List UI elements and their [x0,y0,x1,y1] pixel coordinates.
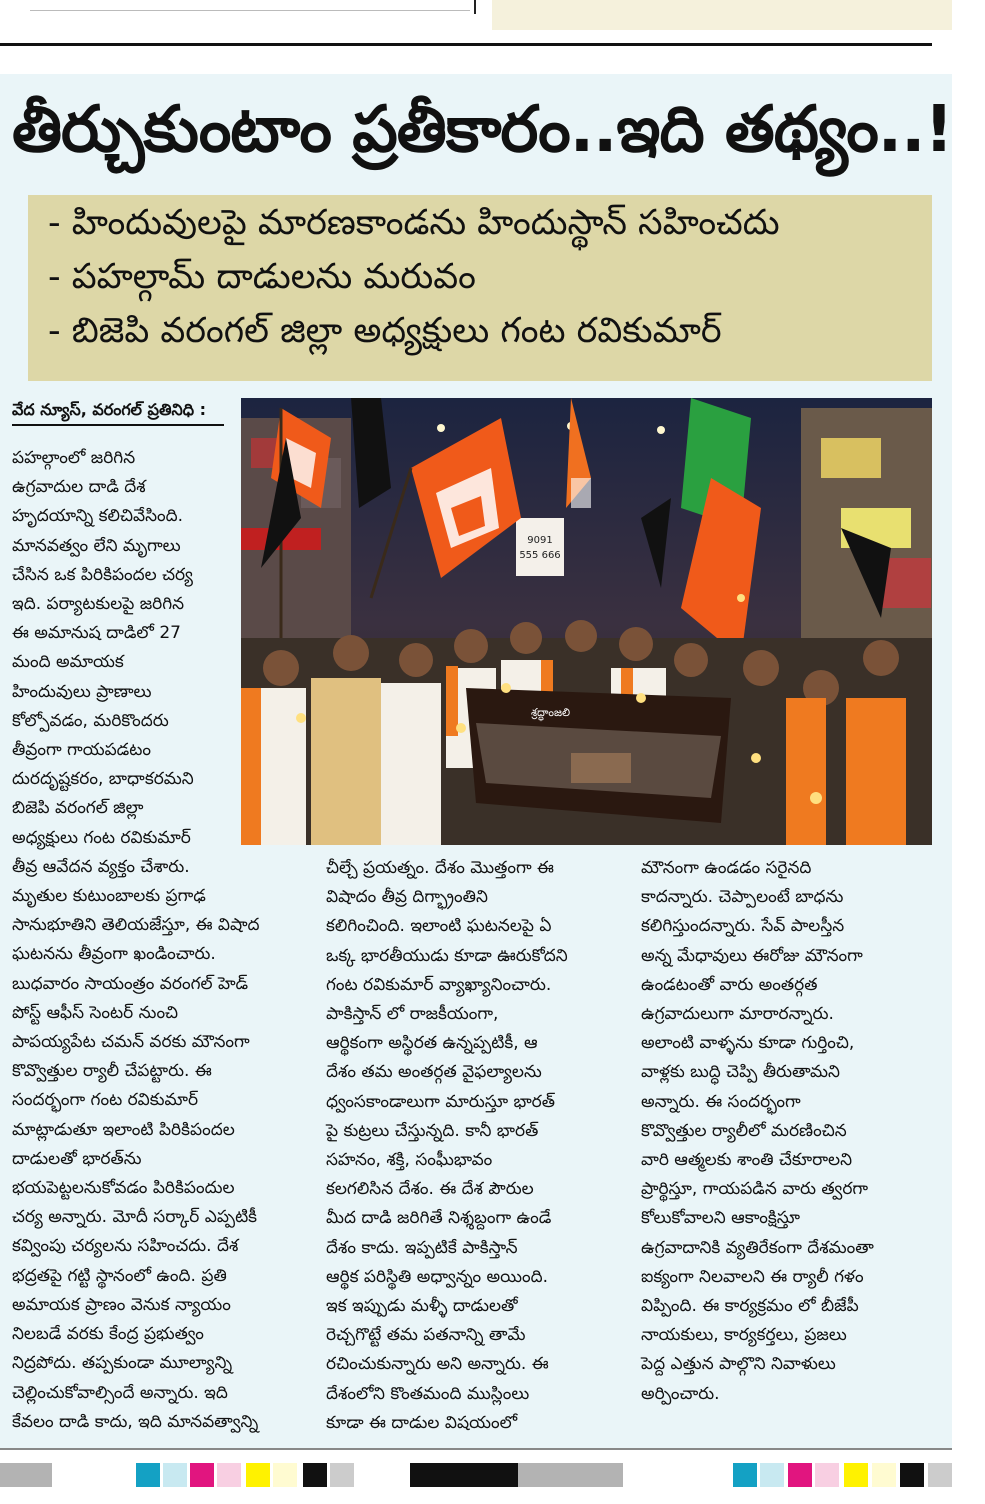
color-swatch [928,1463,952,1487]
page-bottom-rule [0,1448,952,1450]
article-line: విషాదం తీవ్ర దిగ్భ్రాంతిని [326,887,488,908]
color-swatch [815,1463,839,1487]
color-swatch [0,1463,52,1487]
article-line: నాయకులు, కార్యకర్తలు, ప్రజలు [641,1325,847,1346]
summary-point: - బిజెపి వరంగల్ జిల్లా అధ్యక్షులు గంట రవికుమార్ [48,311,722,351]
article-line: బిజెపి వరంగల్ జిల్లా [12,798,144,819]
color-swatch [788,1463,812,1487]
article-line: పాకిస్తాన్ లో రాజకీయంగా, [326,1004,499,1025]
article-line: పహల్గాంలో జరిగిన [12,448,136,468]
article-line: పాపయ్యపేట చమన్ వరకు మౌనంగా [12,1032,250,1053]
article-line: ఆర్థికంగా అస్థిరత ఉన్నప్పటికీ, ఆ [326,1033,538,1054]
article-line: అలాంటి వాళ్ళను కూడా గుర్తించి, [641,1033,855,1054]
article-line: నిద్రపోదు. తప్పకుండా మూల్యాన్ని [12,1353,233,1374]
column-divider [474,0,476,14]
rally-photo [241,398,932,845]
article-line: చీల్చే ప్రయత్నం. దేశం మొత్తంగా ఈ [326,858,554,878]
section-rule [0,43,932,46]
article-line: తీవ్రంగా గాయపడటం [12,740,151,761]
article-line: చెల్లించుకోవాల్సిందే అన్నారు. ఇది [12,1382,228,1403]
article-line: దేశం తమ అంతర్గత వైఫల్యాలను [326,1062,542,1083]
article-line: కొవ్వొత్తుల ర్యాలీ చేపట్టారు. ఈ [12,1061,212,1082]
article-line: మృతుల కుటుంబాలకు ప్రగాఢ [12,886,206,907]
article-line: బుధవారం సాయంత్రం వరంగల్ హెడ్ [12,973,249,994]
article-line: అన్న మేధావులు ఈరోజు మౌనంగా [641,945,863,966]
article-line: నిలబడే వరకు కేంద్ర ప్రభుత్వం [12,1324,204,1345]
printer-color-bar [0,1463,985,1487]
article-line: పై కుట్రలు చేస్తున్నది. కానీ భారత్ [326,1120,539,1141]
article-line: రచించుకున్నారు అని అన్నారు. ఈ [326,1354,549,1375]
color-swatch [217,1463,241,1487]
article-column-1 [12,444,302,1437]
article-line: పెద్ద ఎత్తున పాల్గొని నివాళులు [641,1354,836,1375]
article-line: వాళ్లకు బుద్ధి చెప్పి తీరుతామని [641,1062,840,1083]
color-swatch [246,1463,270,1487]
article-line: భద్రతపై గట్టి స్థానంలో ఉంది. ప్రతి [12,1265,227,1286]
banner-text: శ్రద్ధాంజలి [531,706,571,719]
article-line: కేవలం దాడి కాదు, ఇది మానవత్వాన్ని [12,1411,259,1432]
article-line: దురదృష్టకరం, బాధాకరమని [12,769,194,790]
color-swatch [760,1463,784,1487]
article-line: ఈ అమానుష దాడిలో 27 [12,623,181,644]
color-swatch [136,1463,160,1487]
article-line: ఒక్క భారతీయుడు కూడా ఊరుకోదని [326,945,568,966]
previous-article-strip [0,0,985,46]
article-line: ఉగ్రవాదులుగా మారారన్నారు. [641,1004,834,1025]
color-swatch [872,1463,896,1487]
article-line: కాదన్నారు. చెప్పాలంటే బాధను [641,887,844,908]
svg-text:9091: 9091 [527,535,553,546]
color-swatch [163,1463,187,1487]
previous-article-box-fragment [492,0,952,30]
article-line: కలగలిసిన దేశం. ఈ దేశ పౌరుల [326,1179,534,1200]
color-swatch [518,1463,623,1487]
color-swatch [733,1463,757,1487]
article-line: ఇది. పర్యాటకులపై జరిగిన [12,594,185,615]
article-line: మాట్లాడుతూ ఇలాంటి పిరికిపందల [12,1119,235,1140]
color-swatch [303,1463,327,1487]
article-line: రెచ్చగొట్టే తమ పతనాన్ని తామే [326,1325,526,1346]
article-line: హృదయాన్ని కలిచివేసింది. [12,506,184,527]
article-column-3 [641,854,936,1409]
dateline: వేద న్యూస్, వరంగల్ ప్రతినిధి : [12,398,224,426]
summary-point: - పహల్గామ్ దాడులను మరువం [48,257,476,297]
color-swatch [190,1463,214,1487]
article-line: దేశం కాదు. ఇప్పటికే పాకిస్తాన్ [326,1237,518,1258]
color-swatch [410,1463,518,1487]
previous-article-text-fragment [30,0,470,11]
article-line: చేసిన ఒక పిరికిపందల చర్య [12,564,193,585]
article-line: ఐక్యంగా నిలవాలని ఈ ర్యాలీ గళం [641,1266,864,1287]
article-line: ఇక ఇప్పుడు మళ్ళీ దాడులతో [326,1296,518,1317]
article-line: కలిగిస్తుందన్నారు. సేవ్ పాలస్తీన [641,916,845,937]
article-line: అర్పించారు. [641,1383,720,1404]
article-line: కవ్వింపు చర్యలను సహించదు. దేశ [12,1236,239,1257]
article-line: విప్పింది. ఈ కార్యక్రమం లో బీజేపీ [641,1296,859,1317]
article-line: భయపెట్టలనుకోవడం పిరికిపందుల [12,1178,235,1199]
color-swatch [273,1463,297,1487]
article-line: సహనం, శక్తి, సంఘీభావం [326,1150,493,1171]
svg-text:555 666: 555 666 [519,550,561,561]
article-line: దేశంలోని కొంతమంది ముస్లింలు [326,1383,530,1404]
article-line: మానవత్వం లేని మృగాలు [12,535,181,556]
article-headline: తీర్చుకుంటాం ప్రతీకారం..ఇది తథ్యం..! [12,93,953,167]
article-line: ఉగ్రవాదుల దాడి దేశ [12,477,146,498]
article-line: సానుభూతిని తెలియజేస్తూ, ఈ విషాద [12,915,260,936]
article-line: చర్య అన్నారు. మోదీ సర్కార్ ఎప్పటికీ [12,1207,258,1228]
article-line: ధ్వంసకాండాలుగా మారుస్తూ భారత్ [326,1091,555,1112]
article-line: మీద దాడి జరిగితే నిశ్శబ్దంగా ఉండే [326,1208,552,1229]
article-line: ఆర్థిక పరిస్థితి అధ్వాన్నం అయింది. [326,1266,549,1287]
article-line: అధ్యక్షులు గంట రవికుమార్ [12,827,191,848]
article-line: వారి ఆత్మలకు శాంతి చేకూరాలని [641,1150,853,1171]
article-line: కొవ్వొత్తుల ర్యాలీలో మరణించిన [641,1120,847,1141]
article-line: అన్నారు. ఈ సందర్భంగా [641,1091,801,1112]
article-line: హిందువులు ప్రాణాలు [12,681,152,702]
article-line: కోల్పోవడం, మరికొందరు [12,710,169,731]
article-line: మంది అమాయక [12,652,124,673]
article-line: కోలుకోవాలని ఆకాంక్షిస్తూ [641,1208,801,1229]
article-line: మౌనంగా ఉండడం సరైనది [641,858,812,878]
article-column-2 [326,854,621,1438]
article-line: ప్రార్థిస్తూ, గాయపడిన వారు త్వరగా [641,1179,869,1200]
article-line: అమాయక ప్రాణం వెనుక న్యాయం [12,1294,231,1315]
color-swatch [330,1463,354,1487]
article-line: ఉగ్రవాదానికి వ్యతిరేకంగా దేశమంతా [641,1237,874,1258]
color-swatch [844,1463,868,1487]
article-line: పోస్ట్ ఆఫీస్ సెంటర్ నుంచి [12,1002,179,1023]
article-line: దాడులతో భారత్‌ను [12,1148,142,1169]
article-line: గంట రవికుమార్ వ్యాఖ్యానించారు. [326,974,552,995]
summary-box [28,195,932,381]
rally-photo-illustration [241,398,932,845]
article-line: తీవ్ర ఆవేదన వ్యక్తం చేశారు. [12,856,190,877]
summary-point: - హిందువులపై మారణకాండను హిందుస్థాన్ సహించదు [48,203,780,243]
article-line: సందర్భంగా గంట రవికుమార్ [12,1090,199,1111]
article-line: కలిగించింది. ఇలాంటి ఘటనలపై ఏ [326,916,552,937]
article-line: ఘటనను తీవ్రంగా ఖండించారు. [12,944,216,965]
color-swatch [900,1463,924,1487]
article-line: ఉండటంతో వారు అంతర్గత [641,974,818,995]
article-line: కూడా ఈ దాడుల విషయంలో [326,1412,518,1433]
